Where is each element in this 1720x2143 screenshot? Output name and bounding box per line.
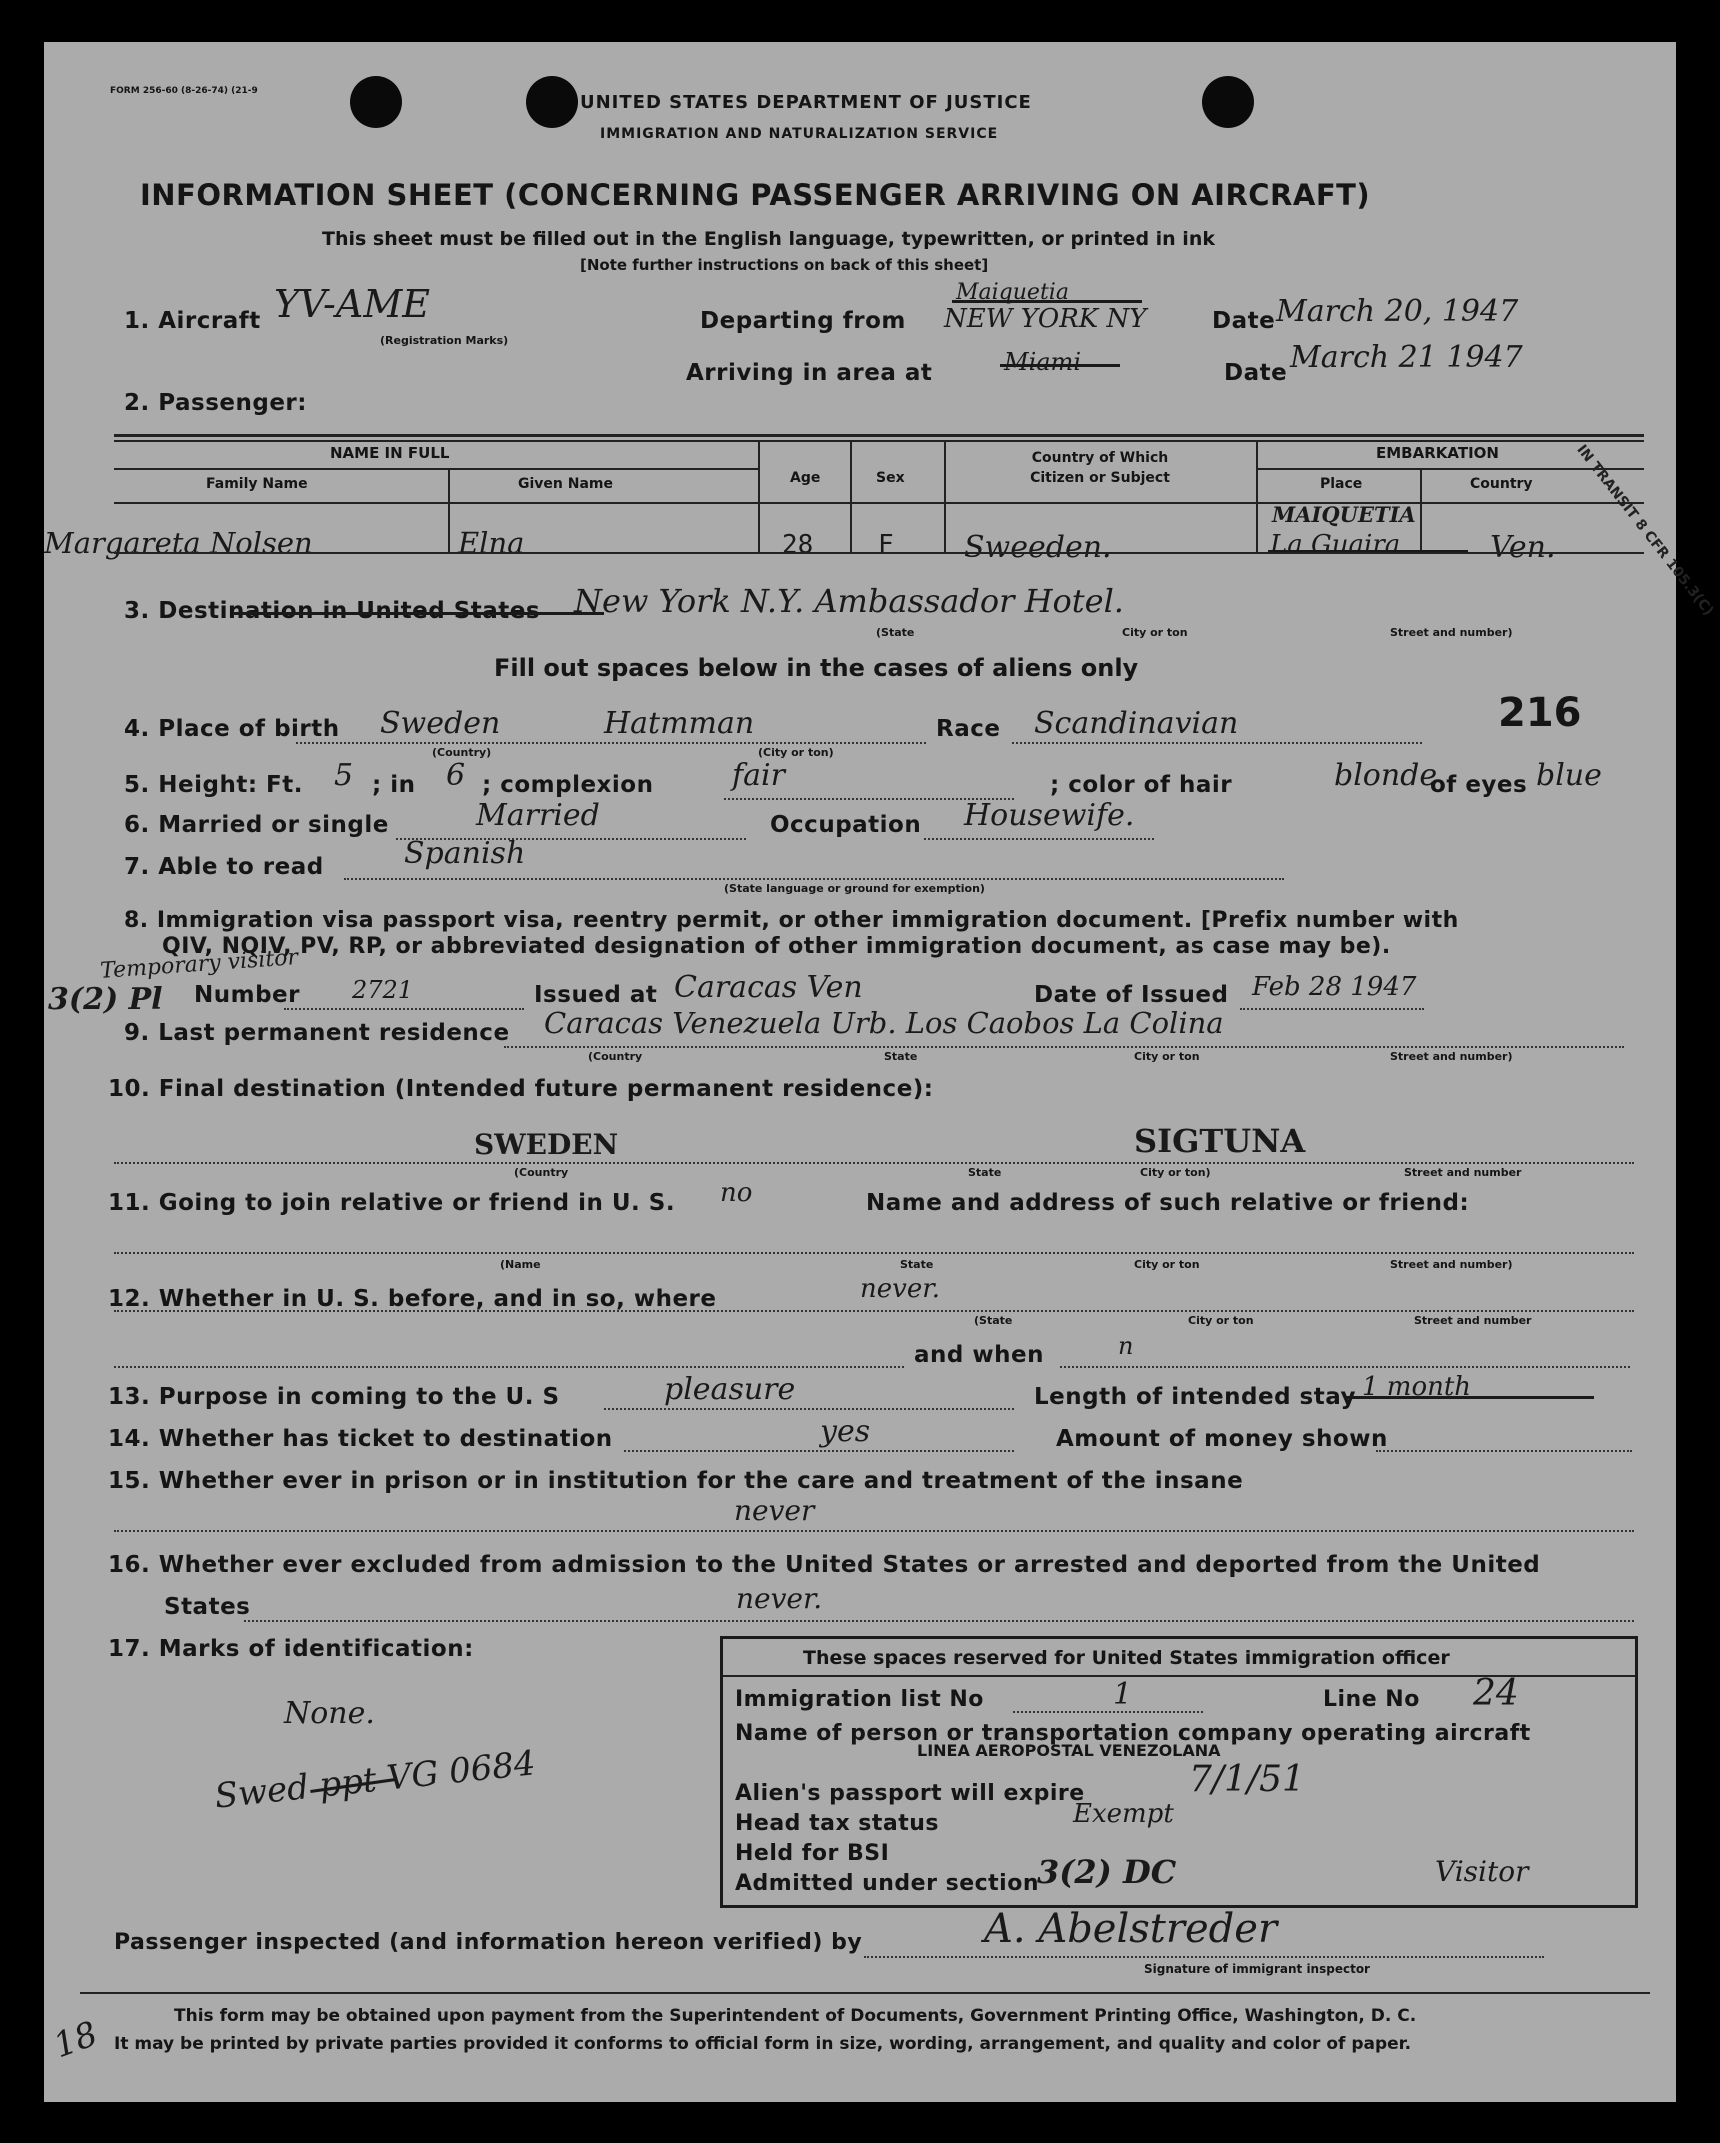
purpose-value: pleasure (664, 1372, 796, 1407)
given-name-value: Elna (458, 526, 525, 560)
line-no-value: 24 (1473, 1673, 1519, 1714)
embarkation-place-header: Place (1320, 476, 1363, 492)
departure-date: March 20, 1947 (1276, 294, 1519, 329)
embarkation-country-header: Country (1470, 476, 1533, 492)
head-tax-value: Exempt (1073, 1799, 1174, 1829)
destination-value: New York N.Y. Ambassador Hotel. (574, 582, 1124, 620)
us-before-street-col: Street and number (1414, 1314, 1532, 1327)
visa-line-2: QIV, NQIV, PV, RP, or abbreviated designation of other immigration document, as case may be). (162, 934, 1391, 959)
when-value: n (1118, 1332, 1134, 1360)
admitted-note: Visitor (1435, 1855, 1529, 1888)
visa-number-value: 2721 (352, 976, 414, 1004)
arrival-date-label: Date (1224, 360, 1288, 386)
in-transit-stamp: IN TRANSIT 8 CFR 105.3(C) (1573, 442, 1717, 619)
last-residence-label: 9. Last permanent residence (124, 1020, 510, 1046)
registration-marks-label: (Registration Marks) (380, 334, 509, 347)
prison-label: 15. Whether ever in prison or in institution for the care and treatment of the insane (108, 1468, 1244, 1494)
arriving-struck: Miami (1004, 348, 1081, 376)
ticket-label: 14. Whether has ticket to destination (108, 1426, 613, 1452)
age-value: 28 (782, 530, 814, 560)
relative-name-col: (Name (500, 1258, 541, 1271)
note-line: [Note further instructions on back of this sheet] (580, 256, 989, 274)
residence-city-col: City or ton (1134, 1050, 1200, 1063)
identification-note: Swed ppt VG 0684 (212, 1743, 538, 1817)
occupation-value: Housewife. (964, 798, 1135, 833)
marital-value: Married (476, 798, 600, 833)
money-label: Amount of money shown (1056, 1426, 1388, 1452)
eyes-value: blue (1536, 758, 1602, 793)
citizenship-value: Sweeden. (964, 530, 1112, 565)
margin-mark: 18 (48, 2013, 103, 2067)
punch-hole-left (350, 76, 402, 128)
operator-value: LINEA AEROPOSTAL VENEZOLANA (917, 1741, 1221, 1760)
signature-sub: Signature of immigrant inspector (1144, 1962, 1370, 1976)
height-in-value: 6 (446, 758, 466, 793)
arriving-label: Arriving in area at (686, 360, 933, 386)
date-label: Date (1212, 308, 1276, 334)
relative-street-col: Street and number) (1390, 1258, 1513, 1271)
birth-country-sub: (Country) (432, 746, 492, 759)
admitted-value: 3(2) DC (1037, 1853, 1177, 1891)
departing-value: NEW YORK NY (944, 304, 1147, 334)
departing-label: Departing from (700, 308, 906, 334)
residence-state-col: State (884, 1050, 918, 1063)
place-of-birth-label: 4. Place of birth (124, 716, 340, 742)
embarkation-country-value: Ven. (1490, 530, 1556, 565)
department-name: UNITED STATES DEPARTMENT OF JUSTICE (580, 92, 1032, 113)
inspected-label: Passenger inspected (and information hereon verified) by (114, 1930, 863, 1955)
given-name-header: Given Name (518, 476, 613, 492)
relative-name-label: Name and address of such relative or friend: (866, 1190, 1470, 1216)
issued-at-value: Caracas Ven (674, 970, 863, 1005)
family-name-value: Margareta Nolsen (44, 526, 313, 560)
race-value: Scandinavian (1034, 706, 1239, 741)
ticket-value: yes (820, 1414, 871, 1449)
aircraft-value: YV-AME (274, 282, 430, 326)
age-header: Age (790, 470, 821, 486)
us-before-state-col: (State (974, 1314, 1013, 1327)
list-number: 216 (1498, 690, 1582, 736)
sex-value: F (878, 530, 894, 560)
able-to-read-sub: (State language or ground for exemption) (724, 882, 985, 895)
head-tax-label: Head tax status (735, 1811, 940, 1836)
last-residence-value: Caracas Venezuela Urb. Los Caobos La Colina (544, 1006, 1224, 1040)
visa-line-1: 8. Immigration visa passport visa, reentry permit, or other immigration document. [Prefix number with (124, 908, 1459, 933)
visa-annotation-top: Temporary visitor (99, 945, 299, 984)
hair-label: ; color of hair (1050, 772, 1233, 798)
height-label: 5. Height: Ft. (124, 772, 303, 798)
held-bsi-label: Held for BSI (735, 1841, 890, 1866)
relative-city-col: City or ton (1134, 1258, 1200, 1271)
passenger-label: 2. Passenger: (124, 390, 307, 416)
residence-country-col: (Country (588, 1050, 643, 1063)
family-name-header: Family Name (206, 476, 308, 492)
final-city-value: SIGTUNA (1134, 1122, 1306, 1160)
passport-expire-value: 7/1/51 (1189, 1759, 1305, 1800)
birth-country-value: Sweden (380, 706, 501, 741)
birth-city-sub: (City or ton) (758, 746, 834, 759)
aliens-only-heading: Fill out spaces below in the cases of aliens only (494, 654, 1139, 682)
sex-header: Sex (876, 470, 905, 486)
final-city-col: City or ton) (1140, 1166, 1211, 1179)
embarkation-header: EMBARKATION (1376, 444, 1499, 462)
footer-line-2: It may be printed by private parties provided it conforms to official form in size, wording, arrangement, and quality and color of paper. (114, 2034, 1412, 2054)
final-destination-label: 10. Final destination (Intended future permanent residence): (108, 1076, 934, 1102)
excluded-line-2: States (164, 1594, 251, 1620)
officer-box-title: These spaces reserved for United States immigration officer (803, 1647, 1450, 1669)
purpose-label: 13. Purpose in coming to the U. S (108, 1384, 560, 1410)
excluded-line-1: 16. Whether ever excluded from admission to the United States or arrested and deported from the United (108, 1552, 1541, 1578)
final-state-col: State (968, 1166, 1002, 1179)
form-title: INFORMATION SHEET (CONCERNING PASSENGER ARRIVING ON AIRCRAFT) (140, 178, 1371, 212)
embarkation-place-value: MAIQUETIA (1272, 502, 1416, 527)
hair-value: blonde (1334, 758, 1438, 793)
punch-hole-right (1202, 76, 1254, 128)
identification-label: 17. Marks of identification: (108, 1636, 474, 1662)
arrival-date: March 21 1947 (1290, 340, 1523, 375)
residence-street-col: Street and number) (1390, 1050, 1513, 1063)
join-relative-label: 11. Going to join relative or friend in U. S. (108, 1190, 676, 1216)
complexion-label: ; complexion (482, 772, 654, 798)
line-no-label: Line No (1323, 1687, 1420, 1712)
when-label: and when (914, 1342, 1044, 1368)
identification-value: None. (284, 1696, 375, 1731)
visa-number-label: Number (194, 982, 300, 1008)
operator-label: Name of person or transportation company operating aircraft (735, 1721, 1531, 1746)
form-number: FORM 256-60 (8-26-74) (21-9 (110, 86, 258, 96)
instruction-line: This sheet must be filled out in the English language, typewritten, or printed in ink (322, 228, 1215, 250)
destination-label: 3. Destination in United States (124, 598, 541, 624)
eyes-label: of eyes (1430, 772, 1528, 798)
date-issued-label: Date of Issued (1034, 982, 1229, 1008)
admitted-label: Admitted under section (735, 1871, 1039, 1896)
embarkation-place-struck: La Guaira (1270, 530, 1401, 560)
race-label: Race (936, 716, 1001, 742)
inspector-signature: A. Abelstreder (984, 1906, 1278, 1952)
officer-box (720, 1636, 1638, 1908)
stay-label: Length of intended stay (1034, 1384, 1357, 1410)
final-country-value: SWEDEN (474, 1128, 619, 1161)
marital-label: 6. Married or single (124, 812, 389, 838)
departing-struck: Maiquetia (956, 280, 1069, 305)
us-before-label: 12. Whether in U. S. before, and in so, where (108, 1286, 717, 1312)
occupation-label: Occupation (770, 812, 922, 838)
height-ft-value: 5 (334, 758, 354, 793)
complexion-value: fair (732, 758, 785, 793)
citizenship-header: Country of Which Citizen or Subject (1030, 450, 1170, 486)
aircraft-label: 1. Aircraft (124, 308, 261, 334)
height-in-label: ; in (372, 772, 416, 798)
date-issued-value: Feb 28 1947 (1252, 972, 1417, 1002)
final-country-col: (Country (514, 1166, 569, 1179)
able-to-read-value: Spanish (404, 836, 526, 871)
form-sheet (44, 42, 1717, 2102)
us-before-city-col: City or ton (1188, 1314, 1254, 1327)
birth-city-value: Hatmman (604, 706, 755, 741)
destination-street-col: Street and number) (1390, 626, 1513, 639)
able-to-read-label: 7. Able to read (124, 854, 324, 880)
us-before-value: never. (860, 1274, 941, 1304)
stay-struck: 1 month (1362, 1372, 1472, 1402)
relative-state-col: State (900, 1258, 934, 1271)
destination-state-col: (State (876, 626, 915, 639)
excluded-value: never. (736, 1582, 823, 1615)
prison-value: never (734, 1494, 815, 1527)
final-street-col: Street and number (1404, 1166, 1522, 1179)
name-in-full-header: NAME IN FULL (330, 444, 450, 462)
issued-at-label: Issued at (534, 982, 658, 1008)
service-name: IMMIGRATION AND NATURALIZATION SERVICE (600, 126, 999, 142)
punch-hole-center (526, 76, 578, 128)
passport-expire-label: Alien's passport will expire (735, 1781, 1085, 1806)
destination-city-col: City or ton (1122, 626, 1188, 639)
immigration-list-label: Immigration list No (735, 1687, 984, 1712)
immigration-list-value: 1 (1113, 1677, 1133, 1712)
join-relative-value: no (720, 1178, 753, 1208)
footer-line-1: This form may be obtained upon payment from the Superintendent of Documents, Government Printing Office, Washington, D. C. (174, 2006, 1417, 2026)
visa-annotation-left: 3(2) Pl (48, 982, 163, 1017)
